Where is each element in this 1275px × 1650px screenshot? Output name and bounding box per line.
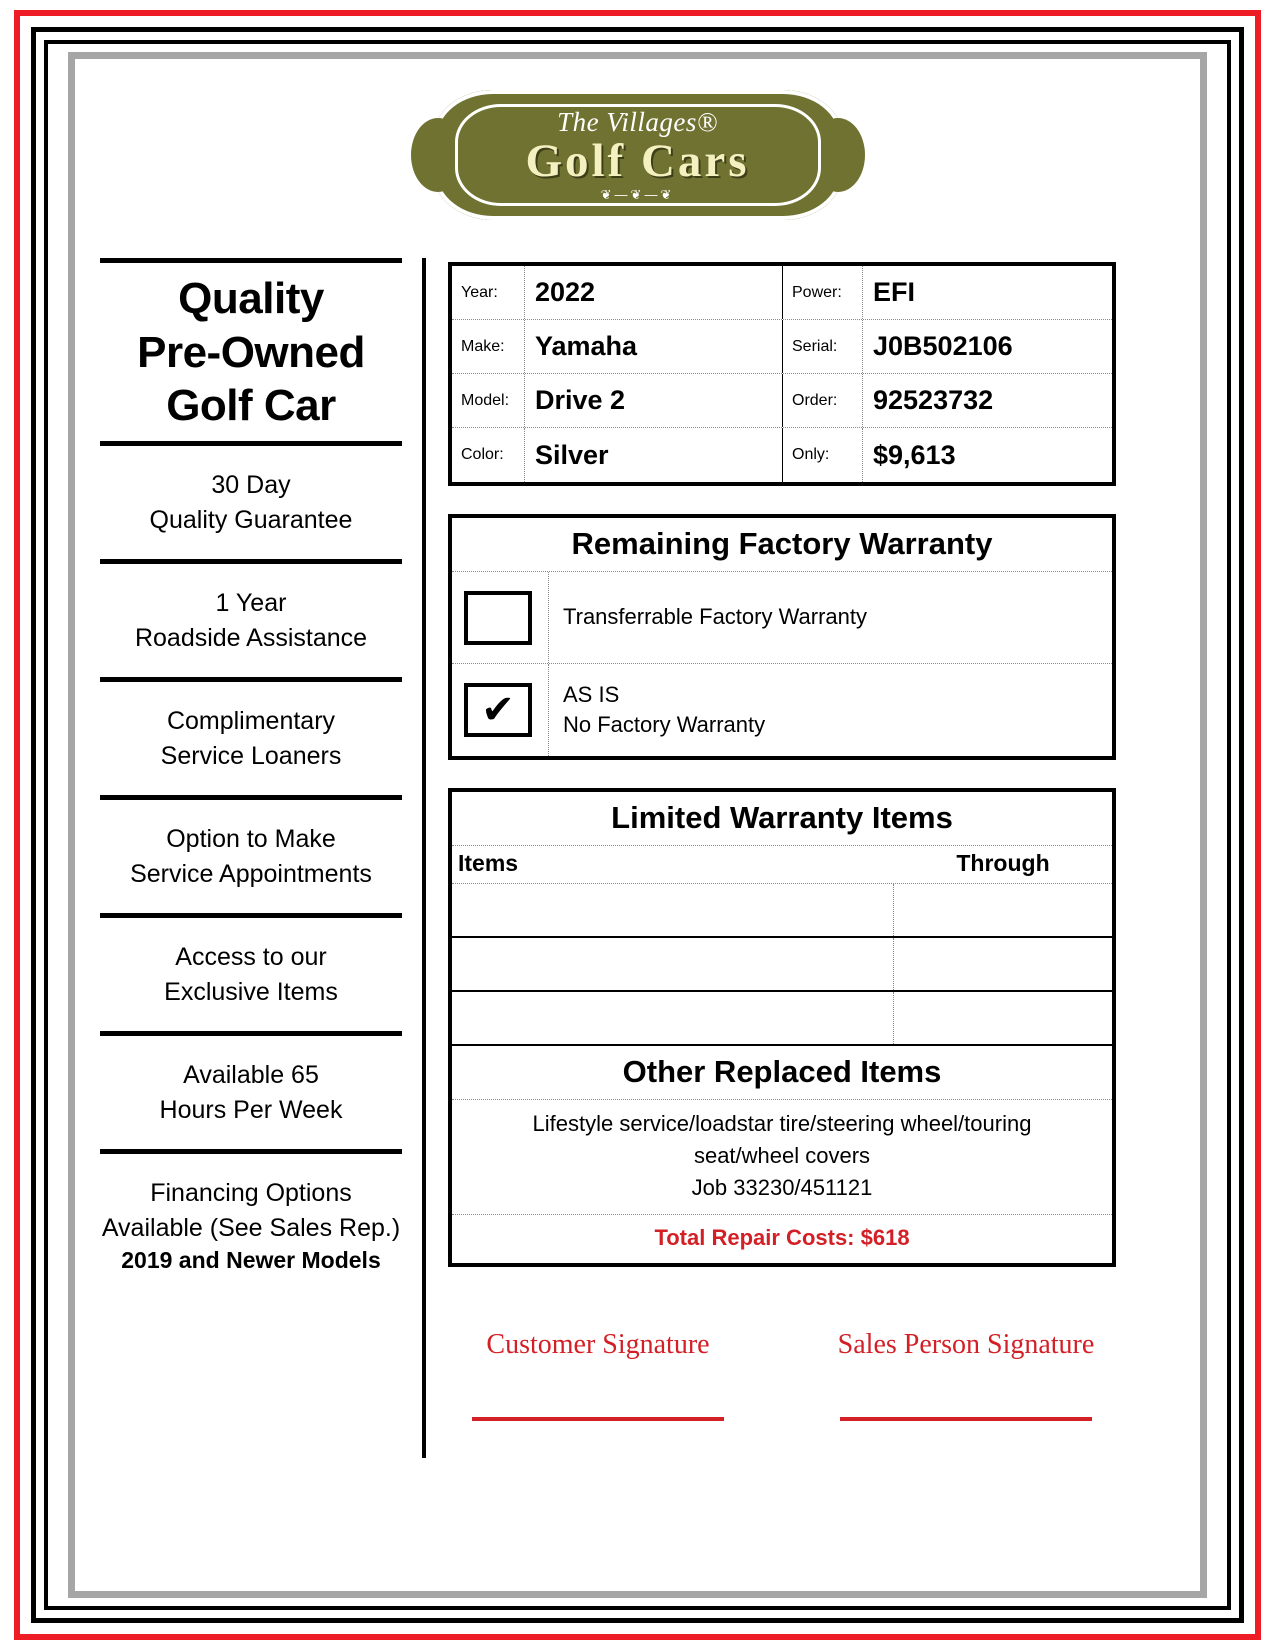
table-row — [452, 428, 1112, 482]
limited-warranty-section — [448, 788, 1116, 1267]
field-label-serial: Serial: — [782, 320, 862, 373]
other-items-line-3: Job 33230/451121 — [691, 1174, 873, 1200]
logo-ornament-icon: ❦—❦—❦ — [600, 187, 675, 202]
benefit-item — [100, 682, 402, 795]
field-label-make: Make: — [461, 337, 505, 355]
benefit-line-2: Available (See Sales Rep.) — [101, 1213, 401, 1242]
table-row — [452, 374, 1112, 428]
customer-signature-line[interactable] — [472, 1417, 724, 1421]
field-value-order: 92523732 — [862, 374, 1112, 427]
logo-main-text: Golf Cars — [525, 135, 750, 187]
section-title-other-items: Other Replaced Items — [452, 1046, 1112, 1100]
sales-signature-label: Sales Person Signature — [837, 1328, 1095, 1360]
page-title-line-1: Quality — [178, 274, 324, 323]
benefit-item — [100, 1036, 402, 1149]
cell-through — [894, 884, 1112, 936]
benefit-line-2: Hours Per Week — [159, 1095, 343, 1124]
other-items-line-1: Lifestyle service/loadstar tire/steering wheel/touring — [532, 1111, 1032, 1136]
warranty-option-transferrable[interactable] — [452, 572, 1112, 664]
benefit-line-1: Financing Options — [150, 1179, 352, 1208]
cell-through — [894, 992, 1112, 1044]
benefit-item — [100, 564, 402, 677]
field-label-price: Only: — [782, 428, 862, 482]
other-items-line-2: seat/wheel covers — [693, 1142, 871, 1168]
field-label-year: Year: — [461, 283, 498, 301]
benefit-item — [100, 446, 402, 559]
page-title-line-2: Pre-Owned — [137, 327, 365, 377]
vehicle-info-table — [448, 262, 1116, 486]
benefit-line-1: 1 Year — [215, 589, 287, 618]
sales-signature-block — [816, 1329, 1116, 1421]
warranty-option-label — [548, 572, 1112, 663]
benefit-line-2: Service Appointments — [130, 859, 372, 888]
benefits-column — [100, 258, 402, 1277]
customer-signature-block — [448, 1329, 748, 1421]
field-label-order: Order: — [782, 374, 862, 427]
benefit-line-2: Quality Guarantee — [149, 505, 353, 534]
table-row — [452, 884, 1112, 938]
sales-signature-line[interactable] — [840, 1417, 1092, 1421]
benefit-line-1: Option to Make — [166, 825, 336, 854]
logo-top-text: The Villages® — [557, 107, 718, 137]
field-value-price: $9,613 — [862, 428, 1112, 482]
field-value-power: EFI — [862, 266, 1112, 319]
benefit-line-1: Available 65 — [183, 1061, 319, 1090]
factory-warranty-section — [448, 514, 1116, 760]
field-value-model: Drive 2 — [524, 374, 782, 427]
benefit-line-3: 2019 and Newer Models — [121, 1247, 381, 1274]
section-title-limited-items: Limited Warranty Items — [452, 792, 1112, 846]
field-value-serial: J0B502106 — [862, 320, 1112, 373]
other-items-text — [452, 1100, 1112, 1215]
field-value-make: Yamaha — [524, 320, 782, 373]
benefit-item — [100, 800, 402, 913]
field-label-power: Power: — [782, 266, 862, 319]
warranty-option-line-2: No Factory Warranty — [563, 712, 766, 737]
checkbox-as-is[interactable]: ✔ — [464, 683, 532, 737]
checkbox-transferrable[interactable] — [464, 591, 532, 645]
cell-item — [452, 884, 894, 936]
benefit-line-2: Service Loaners — [160, 741, 342, 770]
benefit-line-1: 30 Day — [211, 471, 291, 500]
details-column — [448, 262, 1116, 1421]
table-row — [452, 992, 1112, 1046]
benefit-line-2: Roadside Assistance — [134, 623, 368, 652]
page-title-line-3: Golf Car — [166, 381, 336, 431]
warranty-option-label — [548, 664, 1112, 756]
column-divider — [422, 258, 426, 1458]
signature-area — [448, 1329, 1116, 1421]
benefit-line-2: Exclusive Items — [164, 977, 338, 1006]
field-value-color: Silver — [524, 428, 782, 482]
benefit-line-1: Access to our — [175, 943, 327, 972]
column-header-through: Through — [956, 850, 1050, 876]
column-header-items: Items — [458, 850, 519, 876]
cell-item — [452, 992, 894, 1044]
benefit-item — [100, 1154, 402, 1277]
section-title-warranty: Remaining Factory Warranty — [452, 518, 1112, 572]
field-value-year: 2022 — [524, 266, 782, 319]
table-row — [452, 938, 1112, 992]
cell-item — [452, 938, 894, 990]
benefit-item — [100, 918, 402, 1031]
benefit-line-1: Complimentary — [166, 707, 336, 736]
warranty-option-line-1: AS IS — [563, 681, 620, 707]
cell-through — [894, 938, 1112, 990]
total-repair-costs: Total Repair Costs: $618 — [654, 1224, 910, 1250]
warranty-option-as-is[interactable] — [452, 664, 1112, 756]
customer-signature-label: Customer Signature — [486, 1328, 710, 1360]
field-label-color: Color: — [461, 446, 504, 463]
table-header — [452, 846, 1112, 884]
field-label-model: Model: — [461, 391, 510, 409]
logo-inner-frame — [455, 104, 821, 206]
table-row — [452, 320, 1112, 374]
brand-logo — [0, 90, 1275, 220]
table-row — [452, 266, 1112, 320]
warranty-option-line-1: Transferrable Factory Warranty — [563, 604, 868, 630]
page-title — [100, 263, 402, 441]
